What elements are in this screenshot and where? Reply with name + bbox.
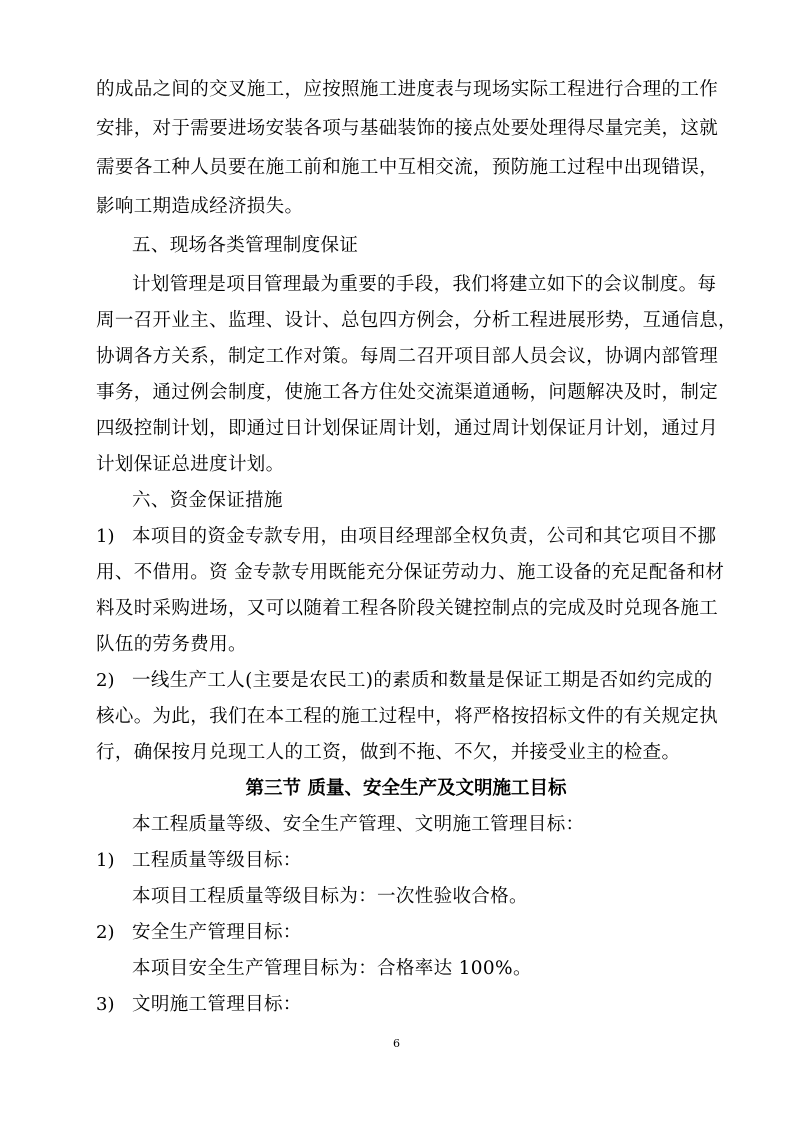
list-item-line: 用、不借用。资 金专款专用既能充分保证劳动力、施工设备的充足配备和材: [96, 562, 725, 583]
list-item-number: 3): [96, 994, 115, 1015]
list-item-number: 2): [96, 922, 115, 943]
list-item-line: 一线生产工人(主要是农民工)的素质和数量是保证工期是否如约完成的: [132, 670, 713, 691]
page-number: 6: [393, 1037, 400, 1050]
goal-detail: 本项目安全生产管理目标为：合格率达 100%。: [132, 958, 532, 979]
list-item-line: 核心。为此，我们在本工程的施工过程中，将严格按招标文件的有关规定执: [96, 706, 719, 727]
paragraph-line: 事务，通过例会制度，使施工各方住处交流渠道通畅，问题解决及时，制定: [96, 382, 719, 403]
section-title: 五、现场各类管理制度保证: [132, 235, 359, 256]
paragraph-line: 四级控制计划，即通过日计划保证周计划，通过周计划保证月计划，通过月: [96, 418, 719, 439]
section-heading: 第三节 质量、安全生产及文明施工目标: [245, 778, 567, 799]
goal-label: 安全生产管理目标：: [132, 922, 302, 943]
intro-line: 本工程质量等级、安全生产管理、文明施工管理目标：: [132, 814, 585, 835]
goal-label: 工程质量等级目标：: [132, 850, 302, 871]
goal-detail: 本项目工程质量等级目标为：一次性验收合格。: [132, 886, 528, 907]
paragraph-line: 的成品之间的交叉施工，应按照施工进度表与现场实际工程进行合理的工作: [96, 79, 719, 100]
list-item-line: 行，确保按月兑现工人的工资，做到不拖、不欠，并接受业主的检查。: [96, 742, 681, 763]
paragraph-line: 周一召开业主、监理、设计、总包四方例会，分析工程进展形势，互通信息，: [96, 310, 737, 331]
section-title: 六、资金保证措施: [132, 490, 283, 511]
list-item-line: 队伍的劳务费用。: [96, 634, 247, 655]
goal-label: 文明施工管理目标：: [132, 994, 302, 1015]
list-item-line: 料及时采购进场，又可以随着工程各阶段关键控制点的完成及时兑现各施工: [96, 598, 719, 619]
paragraph-line: 协调各方关系，制定工作对策。每周二召开项目部人员会议，协调内部管理: [96, 346, 719, 367]
paragraph-line: 影响工期造成经济损失。: [96, 196, 304, 217]
list-item-number: 1): [96, 850, 115, 871]
list-item-number: 2): [96, 670, 115, 691]
paragraph-line: 安排，对于需要进场安装各项与基础装饰的接点处要处理得尽量完美，这就: [96, 118, 719, 139]
paragraph-line: 需要各工种人员要在施工前和施工中互相交流，预防施工过程中出现错误，: [96, 157, 719, 178]
paragraph-line: 计划管理是项目管理最为重要的手段，我们将建立如下的会议制度。每: [132, 274, 717, 295]
list-item-line: 本项目的资金专款专用，由项目经理部全权负责，公司和其它项目不挪: [132, 526, 717, 547]
list-item-number: 1): [96, 526, 115, 547]
paragraph-line: 计划保证总进度计划。: [96, 454, 285, 475]
